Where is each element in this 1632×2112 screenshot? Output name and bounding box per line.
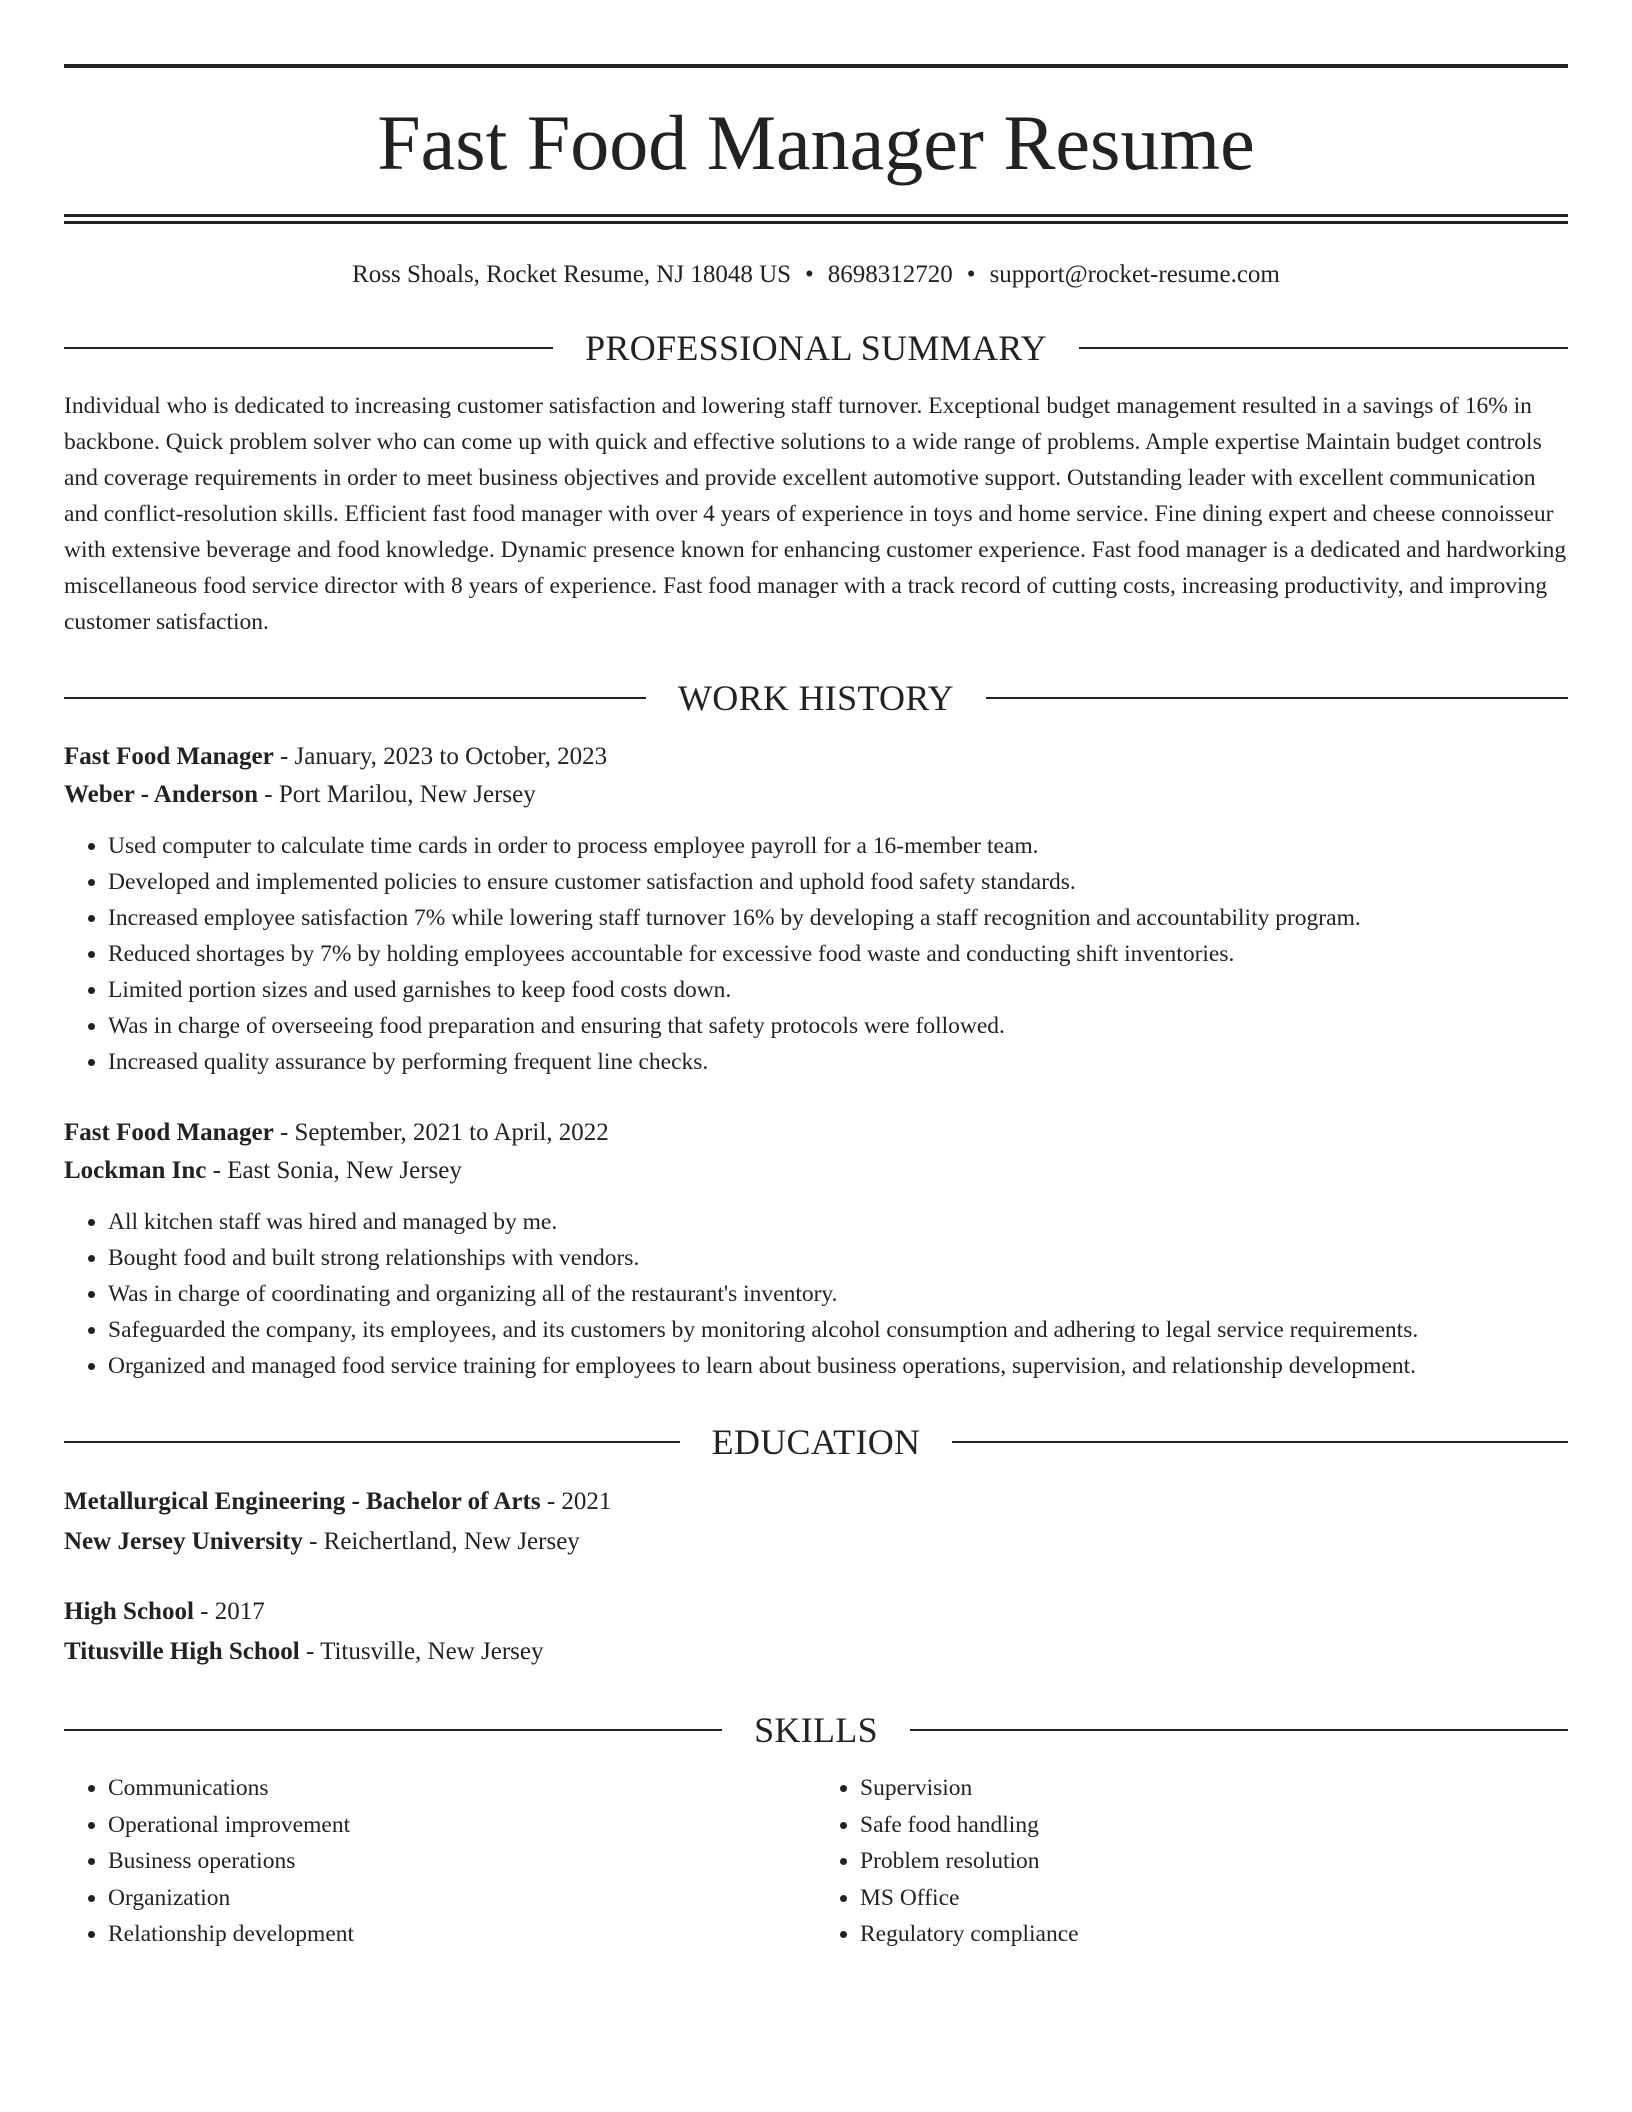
summary-title: PROFESSIONAL SUMMARY [585, 328, 1047, 368]
job-bullet: • Limited portion sizes and used garnishes to keep food costs down. [108, 972, 1568, 1008]
summary-text: Individual who is dedicated to increasing customer satisfaction and lowering staff turnover. Exceptional budget management resulted in a savings of 16% in backbone. Quick problem solver who can come up with quick and effective solutions to a wide range of problems. Ample expertise Maintain budget controls and coverage requirements in order to meet business objectives and provide excellent automotive support. Outstanding leader with excellent communication and conflict-resolution skills. Efficient fast food manager with over 4 years of experience in toys and home service. Fine dining expert and cheese connoisseur with extensive beverage and food knowledge. Dynamic presence known for enhancing customer experience. Fast food manager is a dedicated and hardworking miscellaneous food service director with 8 years of experience. Fast food manager with a track record of cutting costs, increasing productivity, and improving customer satisfaction. [64, 393, 1567, 635]
job-title-line [64, 1114, 1568, 1152]
job-dates: - September, 2021 to April, 2022 [273, 1119, 609, 1146]
school-line [64, 1632, 1568, 1672]
education-heading [64, 1424, 1568, 1460]
job-entry [64, 1114, 1568, 1384]
skills-list [64, 1770, 1568, 1953]
school: New Jersey University [64, 1528, 303, 1555]
skill-item: • Organization [108, 1880, 816, 1917]
skills-column-left [64, 1770, 816, 1953]
skill-item: • Communications [108, 1770, 816, 1807]
job-bullets [64, 1204, 1568, 1384]
job-location: - East Sonia, New Jersey [206, 1157, 462, 1184]
education-entry [64, 1482, 1568, 1562]
heading-rule [1079, 347, 1568, 349]
degree-line [64, 1482, 1568, 1522]
degree-line [64, 1592, 1568, 1632]
double-rule [64, 214, 1568, 224]
job-bullet: • All kitchen staff was hired and managed by me. [108, 1204, 1568, 1240]
job-company: Weber - Anderson [64, 781, 258, 808]
degree: High School [64, 1598, 194, 1625]
contact-address: Ross Shoals, Rocket Resume, NJ 18048 US [352, 261, 792, 288]
job-company-line [64, 1152, 1568, 1190]
job-bullet: • Developed and implemented policies to ensure customer satisfaction and uphold food safety standards. [108, 864, 1568, 900]
heading-rule [64, 1441, 680, 1443]
work-title: WORK HISTORY [678, 678, 954, 718]
job-bullets [64, 828, 1568, 1080]
skills-heading [64, 1712, 1568, 1748]
job-bullet: • Increased employee satisfaction 7% while lowering staff turnover 16% by developing a staff recognition and accountability program. [108, 900, 1568, 936]
skill-item: • Safe food handling [860, 1807, 1568, 1844]
job-location: - Port Marilou, New Jersey [258, 781, 536, 808]
skill-item: • Problem resolution [860, 1843, 1568, 1880]
job-bullet: • Bought food and built strong relationships with vendors. [108, 1240, 1568, 1276]
work-heading [64, 680, 1568, 716]
skills-column-right [816, 1770, 1568, 1953]
contact-line [64, 260, 1568, 290]
top-rule [64, 64, 1568, 68]
job-dates: - January, 2023 to October, 2023 [273, 743, 608, 770]
heading-rule [952, 1441, 1568, 1443]
heading-rule [64, 1729, 722, 1731]
school-location: - Titusville, New Jersey [299, 1638, 544, 1665]
skill-item: • Supervision [860, 1770, 1568, 1807]
resume-title: Fast Food Manager Resume [377, 99, 1255, 186]
job-company-line [64, 776, 1568, 814]
skill-item: • Business operations [108, 1843, 816, 1880]
school: Titusville High School [64, 1638, 300, 1665]
contact-phone: 8698312720 [827, 261, 953, 288]
job-bullet: • Was in charge of overseeing food preparation and ensuring that safety protocols were followed. [108, 1008, 1568, 1044]
job-bullet: • Was in charge of coordinating and organizing all of the restaurant's inventory. [108, 1276, 1568, 1312]
heading-rule [64, 697, 646, 699]
school-location: - Reichertland, New Jersey [302, 1528, 580, 1555]
contact-separator: • [966, 261, 976, 288]
degree: Metallurgical Engineering - Bachelor of Arts [64, 1488, 541, 1515]
skills-title: SKILLS [754, 1710, 878, 1750]
summary-heading [64, 330, 1568, 366]
job-title-line [64, 738, 1568, 776]
job-title: Fast Food Manager [64, 743, 274, 770]
job-company: Lockman Inc [64, 1157, 207, 1184]
education-title: EDUCATION [711, 1422, 921, 1462]
job-bullet: • Used computer to calculate time cards in order to process employee payroll for a 16-member team. [108, 828, 1568, 864]
heading-rule [64, 347, 553, 349]
skill-item: • Operational improvement [108, 1807, 816, 1844]
skill-item: • Relationship development [108, 1916, 816, 1953]
job-bullet: • Organized and managed food service training for employees to learn about business operations, supervision, and relationship development. [108, 1348, 1568, 1384]
contact-separator: • [805, 261, 814, 288]
job-title: Fast Food Manager [64, 1119, 274, 1146]
job-bullet: • Safeguarded the company, its employees, and its customers by monitoring alcohol consumption and adhering to legal service requirements. [108, 1312, 1568, 1348]
contact-email: support@rocket-resume.com [989, 261, 1280, 288]
job-entry [64, 738, 1568, 1080]
job-bullet: • Reduced shortages by 7% by holding employees accountable for excessive food waste and conducting shift inventories. [108, 936, 1568, 972]
skill-item: • MS Office [860, 1880, 1568, 1917]
heading-rule [910, 1729, 1568, 1731]
degree-year: - 2017 [193, 1598, 265, 1625]
education-entry [64, 1592, 1568, 1672]
degree-year: - 2021 [540, 1488, 612, 1515]
heading-rule [986, 697, 1568, 699]
school-line [64, 1522, 1568, 1562]
job-bullet: • Increased quality assurance by performing frequent line checks. [108, 1044, 1568, 1080]
skill-item: • Regulatory compliance [860, 1916, 1568, 1953]
